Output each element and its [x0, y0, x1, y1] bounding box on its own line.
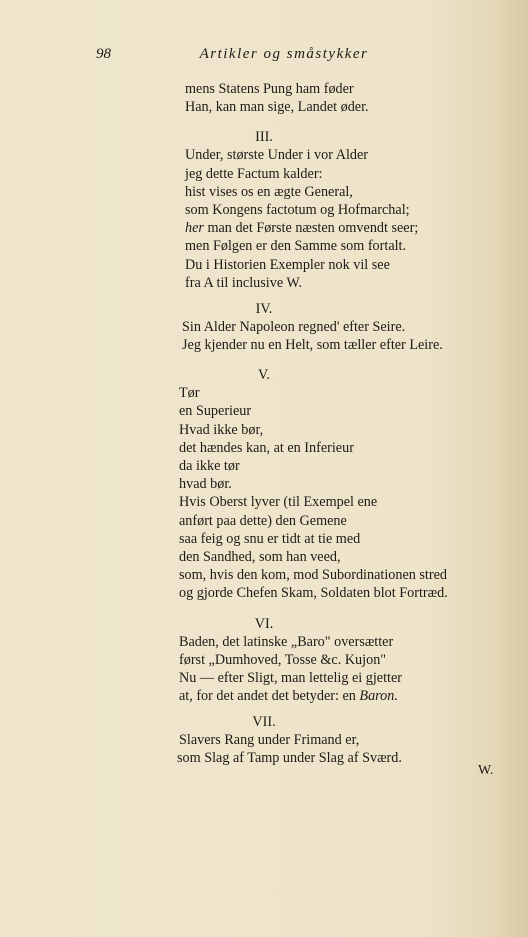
poem-line: her man det Første næsten omvendt seer; [185, 220, 419, 237]
poem-line: en Superieur [179, 403, 252, 420]
poem-line: fra A til inclusive W. [185, 274, 303, 291]
poem-line: mens Statens Pung ham føder [185, 81, 354, 97]
poem-line: Hvis Oberst lyver (til Exempel ene [179, 494, 378, 511]
poem-line: da ikke tør [179, 458, 240, 474]
poem-line: Tør [179, 385, 200, 402]
section-heading-vi: VI. [254, 615, 274, 632]
poem-line: Baden, det latinske „Baro" oversætter [179, 633, 394, 650]
poem-line: hist vises os en ægte General, [185, 183, 353, 200]
poem-line: som, hvis den kom, mod Subordinationen stred [179, 567, 447, 584]
page-header [0, 46, 528, 68]
poem-line: anført paa dette) den Gemene [179, 512, 347, 529]
section-heading-vii: VII. [252, 714, 276, 731]
emphasis-word: her [185, 220, 204, 237]
signature: W. [478, 763, 494, 778]
section-heading-v: V. [258, 367, 270, 384]
poem-line: Nu — efter Sligt, man lettelig ei gjetter [179, 669, 402, 686]
page-number: 98 [96, 46, 111, 62]
poem-line: Under, største Under i vor Alder [185, 147, 369, 164]
poem-line: den Sandhed, som han veed, [179, 548, 341, 565]
poem-line: som Kongens factotum og Hofmarchal; [185, 201, 410, 218]
poem-line: saa feig og snu er tidt at tie med [179, 530, 361, 547]
poem-line: Sin Alder Napoleon regned' efter Seire. [182, 318, 406, 335]
poem-line: som Slag af Tamp under Slag af Sværd. [177, 750, 402, 767]
poem-line: og gjorde Chefen Skam, Soldaten blot Fortræd. [179, 585, 448, 602]
poem-line: hvad bør. [179, 476, 232, 493]
poem-line: først „Dumhoved, Tosse &c. Kujon" [179, 651, 387, 668]
poem-text [0, 80, 528, 768]
poem-line: Jeg kjender nu en Helt, som tæller efter Leire. [182, 337, 443, 354]
poem-line: jeg dette Factum kalder: [185, 165, 323, 182]
section-heading-iii: III. [255, 129, 273, 146]
emphasis-word: Baron. [359, 688, 398, 705]
poem-line: Du i Historien Exempler nok vil see [185, 256, 390, 273]
poem-line: Han, kan man sige, Landet øder. [185, 99, 369, 116]
section-heading-iv: IV. [255, 300, 273, 317]
poem-line: at, for det andet det betyder: en Baron. [179, 688, 398, 705]
poem-line: Slavers Rang under Frimand er, [179, 732, 360, 749]
running-title: Artikler og småstykker [199, 46, 369, 62]
poem-line: det hændes kan, at en Inferieur [179, 439, 354, 456]
poem-line: men Følgen er den Samme som fortalt. [185, 238, 407, 255]
poem-line: Hvad ikke bør, [179, 421, 264, 438]
